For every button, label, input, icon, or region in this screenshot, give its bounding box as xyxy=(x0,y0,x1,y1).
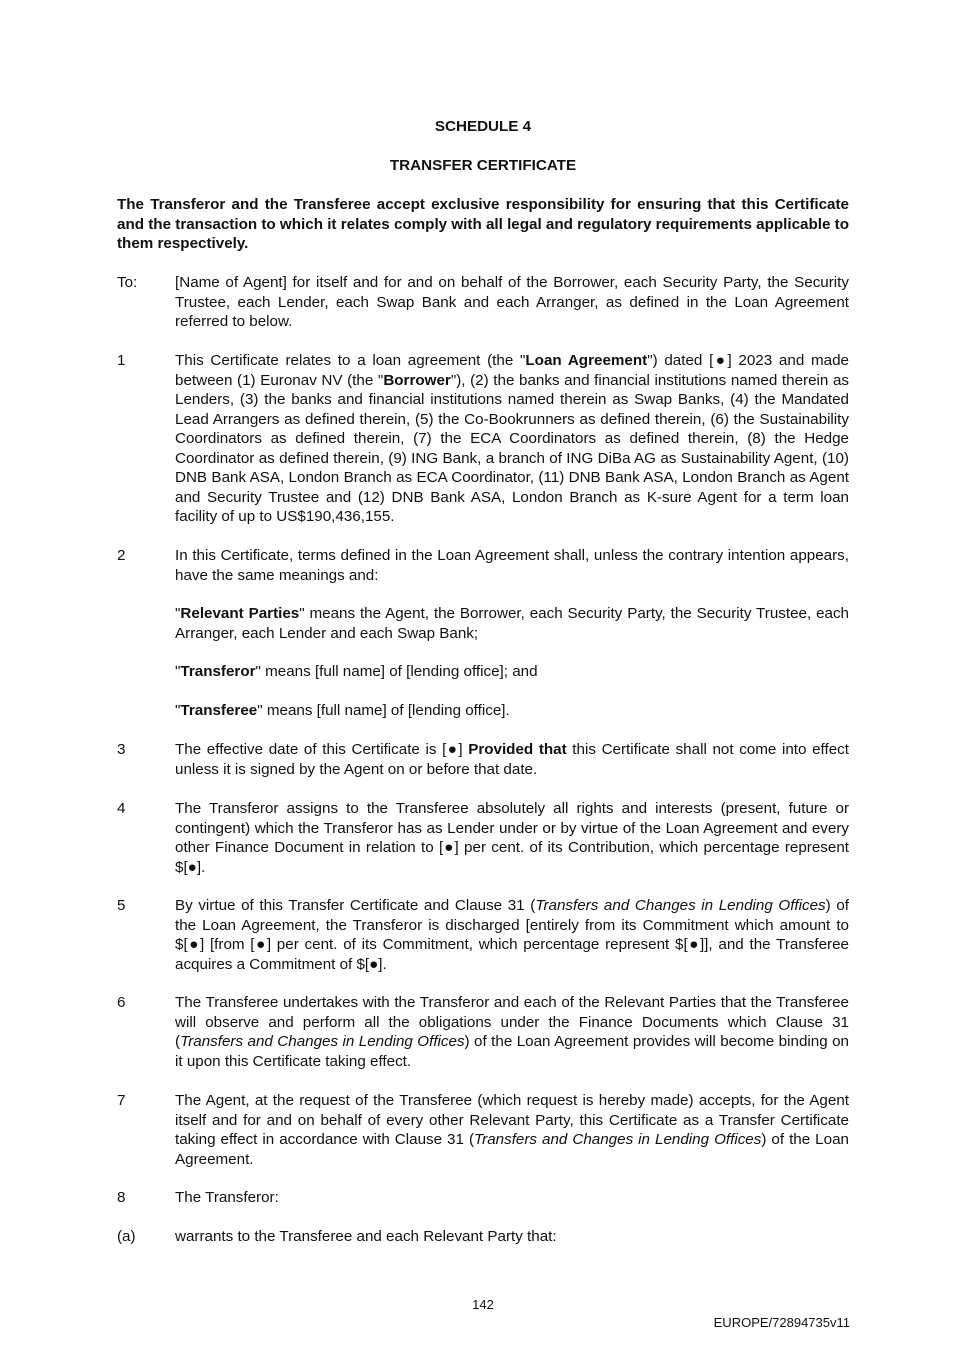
clause-3-part: The effective date of this Certificate is [●] xyxy=(175,741,469,758)
to-text: [Name of Agent] for itself and for and on behalf of the Borrower, each Security Party, the Security Trustee, each Lender, each Swap Bank and each Arranger, as defined in the Loan Agreement referred to below. xyxy=(175,274,849,330)
definition-relevant-parties xyxy=(175,604,849,643)
clause-5-text xyxy=(175,896,849,974)
clause-7-part: The Agent, at the request of the Transferee (which request is hereby made) accepts, for the Agent itself and for and on behalf of every other Relevant Party, this Certificate as a Transfer Certificate taking effect in accordance with Clause 31 ( xyxy=(175,1092,849,1148)
clause-1-number: 1 xyxy=(117,352,126,369)
clause-1-part: This Certificate relates to a loan agreement (the " xyxy=(175,352,526,369)
clause-6-part: ) of the Loan Agreement provides will become binding on it upon this Certificate taking effect. xyxy=(175,1033,849,1070)
clause-1-part: ") dated [●] 2023 and made between (1) Euronav NV (the " xyxy=(175,352,849,389)
clause-8-text: The Transferor: xyxy=(175,1189,279,1206)
clause-5-part: By virtue of this Transfer Certificate and Clause 31 ( xyxy=(175,897,536,914)
clause-7-text xyxy=(175,1091,849,1169)
defined-term-loan-agreement: Loan Agreement xyxy=(525,352,648,369)
clause-6-text xyxy=(175,993,849,1071)
clause-5-number: 5 xyxy=(117,897,126,914)
clause-title-italic: Transfers and Changes in Lending Offices xyxy=(474,1131,762,1148)
clause-2-number: 2 xyxy=(117,547,126,564)
clause-8-number: 8 xyxy=(117,1189,126,1206)
clause-2-text: In this Certificate, terms defined in the Loan Agreement shall, unless the contrary intention appears, have the same meanings and: xyxy=(175,547,849,584)
definition-text: " means [full name] of [lending office]; and xyxy=(255,663,538,680)
definition-transferor xyxy=(175,662,849,682)
definition-text: " means the Agent, the Borrower, each Security Party, the Security Trustee, each Arranger, each Lender and each Swap Bank; xyxy=(175,605,850,642)
to-label: To: xyxy=(117,274,138,291)
intro-paragraph: The Transferor and the Transferee accept exclusive responsibility for ensuring that this Certificate and the transaction to which it relates comply with all legal and regulatory requirements applicable to them respectively. xyxy=(117,196,849,252)
provided-that-phrase: Provided that xyxy=(468,741,567,758)
quote-mark: " xyxy=(175,702,181,719)
clause-6-number: 6 xyxy=(117,994,126,1011)
defined-term-borrower: Borrower xyxy=(383,371,451,389)
certificate-title: TRANSFER CERTIFICATE xyxy=(389,157,577,174)
defined-term-transferor: Transferor xyxy=(180,663,256,680)
clause-4-text: The Transferor assigns to the Transferee absolutely all rights and interests (present, future or contingent) which the Transferor has as Lender under or by virtue of the Loan Agreement and every other Finance Document in relation to [●] per cent. of its Contribution, which percentage represent $[●]. xyxy=(175,800,849,876)
defined-term-transferee: Transferee xyxy=(180,702,258,719)
clause-title-italic: Transfers and Changes in Lending Offices xyxy=(180,1033,465,1050)
clause-5-part: ) of the Loan Agreement, the Transferor is discharged [entirely from its Commitment which amount to $[●] [from [●] per cent. of its Commitment, which percentage represent $[●]], and the Transferee acquires a Commitment of $[●]. xyxy=(175,897,849,973)
clause-8a-number: (a) xyxy=(117,1228,136,1245)
definition-transferee xyxy=(175,701,849,721)
clause-title-italic: Transfers and Changes in Lending Offices xyxy=(535,897,826,914)
clause-7-number: 7 xyxy=(117,1092,126,1109)
quote-mark: " xyxy=(175,663,181,680)
clause-1-part: "), (2) the banks and financial institutions named therein as Lenders, (3) the banks and financial institutions named therein as Swap Banks, (4) the Mandated Lead Arrangers as defined therein, (5) the Co-Bookrunners as defined therein, (6) the Sustainability Coordinators as defined therein, (7) the ECA Coordinators as defined therein, (8) the Hedge Coordinator as defined therein, (9) ING Bank, a branch of ING DiBa AG as Sustainability Agent, (10) DNB Bank ASA, London Branch as ECA Coordinator, (11) DNB Bank ASA, London Branch as Agent and Security Trustee and (12) DNB Bank ASA, London Branch as K-sure Agent for a term loan facility of up to US$190,436,155. xyxy=(175,371,849,525)
definition-text: " means [full name] of [lending office]. xyxy=(257,702,510,719)
page-number: 142 xyxy=(472,1297,494,1312)
schedule-heading: SCHEDULE 4 xyxy=(434,118,532,135)
clause-4-number: 4 xyxy=(117,800,126,817)
clause-8a-text: warrants to the Transferee and each Relevant Party that: xyxy=(175,1228,557,1245)
clause-3-part: this Certificate shall not come into effect unless it is signed by the Agent on or before that date. xyxy=(175,741,849,778)
quote-mark: " xyxy=(175,605,181,622)
clause-6-part: The Transferee undertakes with the Transferor and each of the Relevant Parties that the Transferee will observe and perform all the obligations under the Finance Documents which Clause 31 ( xyxy=(175,994,849,1050)
clause-1-text xyxy=(175,351,849,527)
clause-3-text xyxy=(175,740,849,779)
defined-term-relevant-parties: Relevant Parties xyxy=(180,605,300,622)
document-reference: EUROPE/72894735v11 xyxy=(713,1315,850,1330)
clause-3-number: 3 xyxy=(117,741,126,758)
clause-7-part: ) of the Loan Agreement. xyxy=(175,1131,849,1168)
